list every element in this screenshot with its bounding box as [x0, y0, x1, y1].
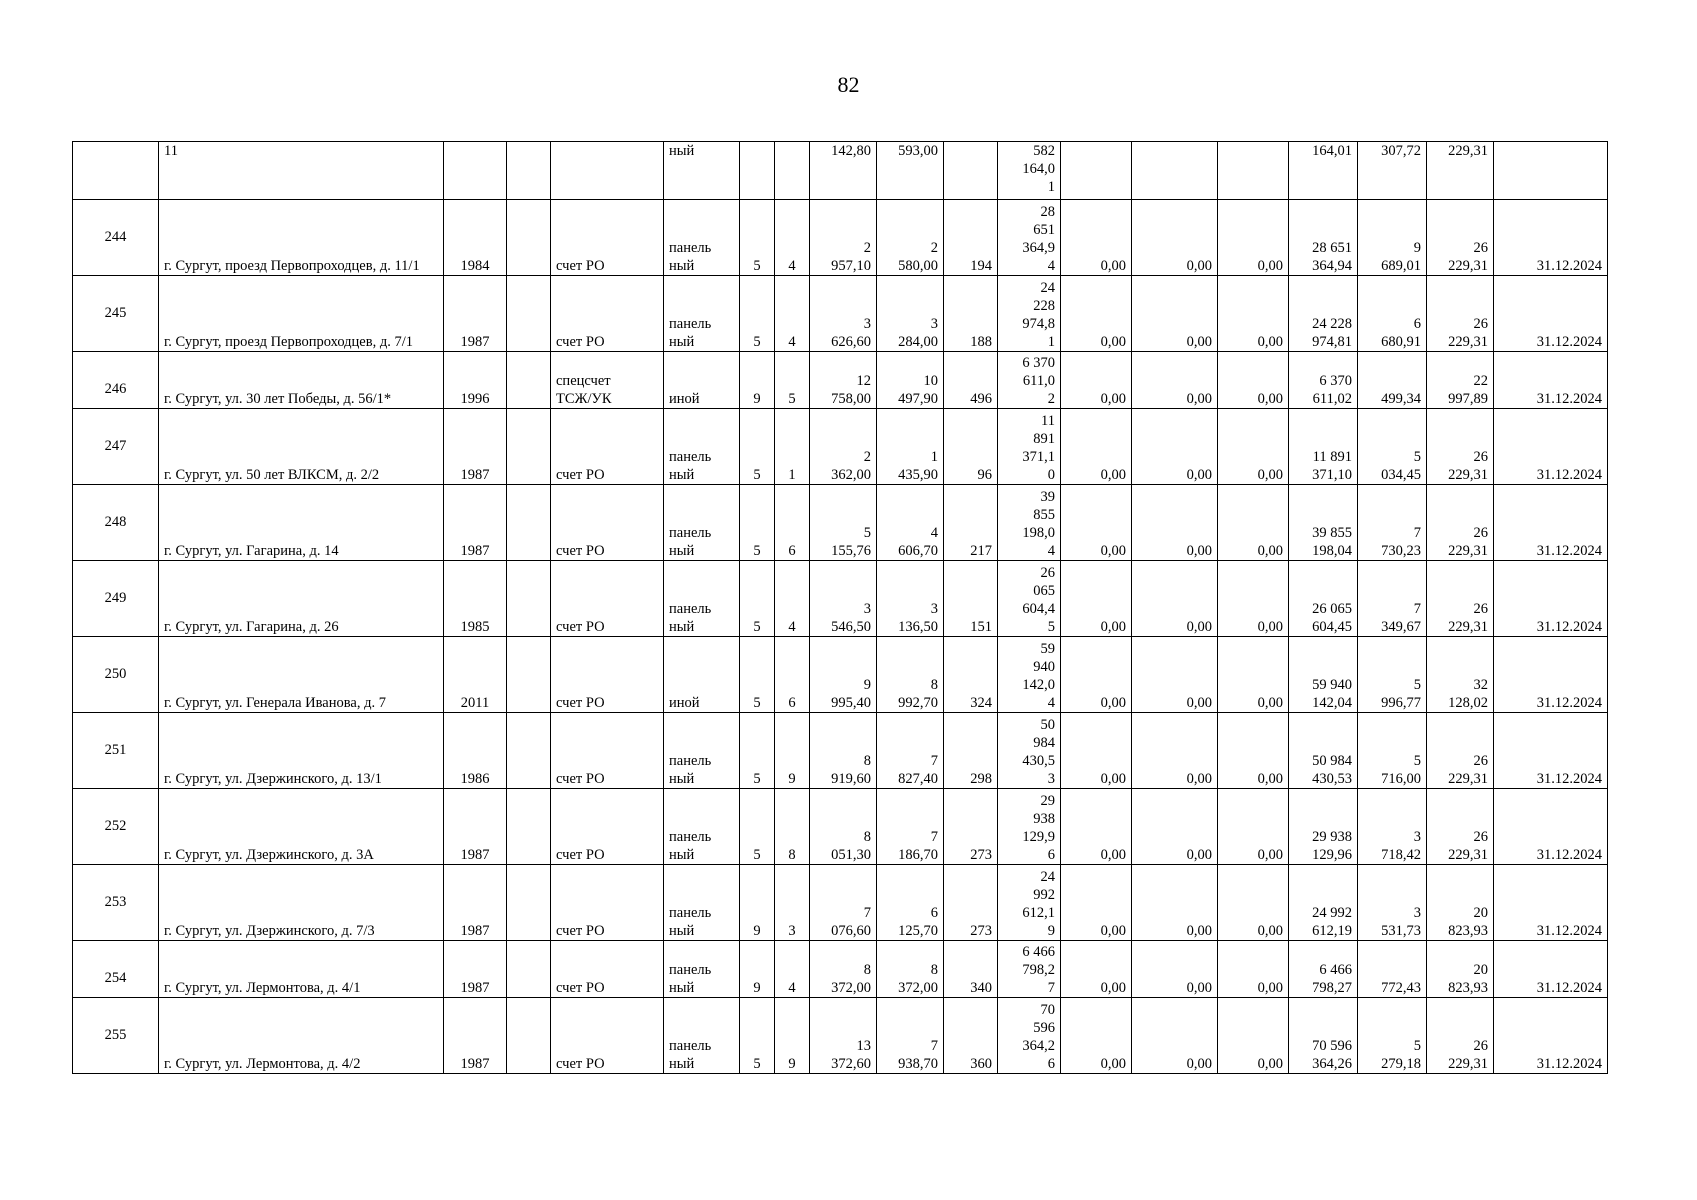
cell-account: счет РО — [551, 485, 664, 561]
cell-address: г. Сургут, ул. 30 лет Победы, д. 56/1* — [159, 352, 444, 409]
table-row — [73, 713, 1608, 789]
cell-cost-total: 39 855 198,0 4 — [998, 485, 1061, 561]
cell-col4 — [507, 998, 551, 1074]
cell-year: 1984 — [444, 200, 507, 276]
cell-area-living: 2 580,00 — [877, 200, 944, 276]
cell-cost-total: 59 940 142,0 4 — [998, 637, 1061, 713]
cell-fund-owners: 39 855 198,04 — [1289, 485, 1358, 561]
cell-col4 — [507, 941, 551, 998]
cell-col4 — [507, 713, 551, 789]
cell-floors: 5 — [740, 713, 775, 789]
cell-limit-per-m2: 26 229,31 — [1427, 561, 1494, 637]
cell-limit-per-m2: 32 128,02 — [1427, 637, 1494, 713]
cell-deadline: 31.12.2024 — [1494, 789, 1608, 865]
cell-floors: 5 — [740, 789, 775, 865]
cell-fund-owners: 6 370 611,02 — [1289, 352, 1358, 409]
cell-residents: 273 — [944, 789, 998, 865]
cell-floors: 5 — [740, 637, 775, 713]
cell-fund-local: 0,00 — [1218, 941, 1289, 998]
cell-entrances: 4 — [775, 941, 810, 998]
cell-fund-regional: 0,00 — [1132, 409, 1218, 485]
cell-no: 245 — [73, 276, 159, 352]
table-row — [73, 998, 1608, 1074]
cell-no: 251 — [73, 713, 159, 789]
table-row — [73, 941, 1608, 998]
cell-residents: 188 — [944, 276, 998, 352]
cell-address: г. Сургут, ул. Дзержинского, д. 13/1 — [159, 713, 444, 789]
cell-cost-total: 11 891 371,1 0 — [998, 409, 1061, 485]
cell-address: г. Сургут, ул. Гагарина, д. 14 — [159, 485, 444, 561]
cell-area-living: 4 606,70 — [877, 485, 944, 561]
cell-cost-total: 582 164,0 1 — [998, 142, 1061, 200]
cell-deadline: 31.12.2024 — [1494, 998, 1608, 1074]
cell-no: 248 — [73, 485, 159, 561]
cell-material: иной — [664, 352, 740, 409]
cell-address: г. Сургут, ул. 50 лет ВЛКСМ, д. 2/2 — [159, 409, 444, 485]
cell-limit-per-m2: 20 823,93 — [1427, 865, 1494, 941]
cell-year: 1996 — [444, 352, 507, 409]
cell-fund-owners: 59 940 142,04 — [1289, 637, 1358, 713]
cell-cost-per-m2: 7 349,67 — [1358, 561, 1427, 637]
cell-cost-per-m2: 5 034,45 — [1358, 409, 1427, 485]
cell-address: г. Сургут, ул. Генерала Иванова, д. 7 — [159, 637, 444, 713]
cell-fund-local: 0,00 — [1218, 485, 1289, 561]
cell-material: панель ный — [664, 276, 740, 352]
repair-program-table — [72, 141, 1608, 1074]
cell-address: г. Сургут, проезд Первопроходцев, д. 11/1 — [159, 200, 444, 276]
cell-no: 250 — [73, 637, 159, 713]
cell-col4 — [507, 865, 551, 941]
cell-account: счет РО — [551, 713, 664, 789]
cell-area-total: 8 051,30 — [810, 789, 877, 865]
table-row — [73, 200, 1608, 276]
cell-fund-federal: 0,00 — [1061, 561, 1132, 637]
cell-fund-regional: 0,00 — [1132, 998, 1218, 1074]
cell-address: г. Сургут, ул. Лермонтова, д. 4/2 — [159, 998, 444, 1074]
cell-fund-federal: 0,00 — [1061, 998, 1132, 1074]
cell-entrances: 6 — [775, 485, 810, 561]
cell-fund-federal: 0,00 — [1061, 637, 1132, 713]
cell-year: 1987 — [444, 485, 507, 561]
cell-fund-regional: 0,00 — [1132, 713, 1218, 789]
cell-fund-local: 0,00 — [1218, 713, 1289, 789]
cell-deadline: 31.12.2024 — [1494, 865, 1608, 941]
cell-deadline: 31.12.2024 — [1494, 713, 1608, 789]
cell-area-total: 142,80 — [810, 142, 877, 200]
cell-cost-per-m2: 3 531,73 — [1358, 865, 1427, 941]
table-row-continued — [73, 142, 1608, 200]
cell-cost-per-m2: 6 680,91 — [1358, 276, 1427, 352]
cell-area-total: 8 919,60 — [810, 713, 877, 789]
cell-col4 — [507, 276, 551, 352]
cell-area-total: 2 957,10 — [810, 200, 877, 276]
cell-fund-local: 0,00 — [1218, 352, 1289, 409]
cell-area-total: 3 546,50 — [810, 561, 877, 637]
cell-no: 252 — [73, 789, 159, 865]
cell-entrances: 8 — [775, 789, 810, 865]
cell-floors — [740, 142, 775, 200]
cell-fund-federal: 0,00 — [1061, 200, 1132, 276]
cell-cost-per-m2: 9 689,01 — [1358, 200, 1427, 276]
cell-account: счет РО — [551, 865, 664, 941]
cell-cost-per-m2: 499,34 — [1358, 352, 1427, 409]
cell-cost-total: 6 466 798,2 7 — [998, 941, 1061, 998]
cell-fund-federal — [1061, 142, 1132, 200]
cell-fund-federal: 0,00 — [1061, 352, 1132, 409]
cell-limit-per-m2: 26 229,31 — [1427, 276, 1494, 352]
cell-account: счет РО — [551, 637, 664, 713]
cell-residents: 217 — [944, 485, 998, 561]
cell-fund-regional: 0,00 — [1132, 200, 1218, 276]
cell-cost-per-m2: 772,43 — [1358, 941, 1427, 998]
cell-no: 255 — [73, 998, 159, 1074]
cell-entrances: 9 — [775, 713, 810, 789]
cell-address: г. Сургут, ул. Лермонтова, д. 4/1 — [159, 941, 444, 998]
cell-entrances: 5 — [775, 352, 810, 409]
cell-year: 1987 — [444, 789, 507, 865]
cell-residents: 340 — [944, 941, 998, 998]
cell-floors: 5 — [740, 561, 775, 637]
cell-no: 244 — [73, 200, 159, 276]
cell-fund-regional: 0,00 — [1132, 485, 1218, 561]
cell-limit-per-m2: 26 229,31 — [1427, 485, 1494, 561]
cell-account: счет РО — [551, 409, 664, 485]
cell-floors: 5 — [740, 200, 775, 276]
cell-material: иной — [664, 637, 740, 713]
cell-material: панель ный — [664, 998, 740, 1074]
cell-limit-per-m2: 22 997,89 — [1427, 352, 1494, 409]
cell-fund-federal: 0,00 — [1061, 276, 1132, 352]
cell-year: 1987 — [444, 865, 507, 941]
cell-entrances: 4 — [775, 276, 810, 352]
cell-account: счет РО — [551, 941, 664, 998]
cell-account: счет РО — [551, 789, 664, 865]
cell-fund-owners: 11 891 371,10 — [1289, 409, 1358, 485]
cell-cost-per-m2: 7 730,23 — [1358, 485, 1427, 561]
cell-fund-regional: 0,00 — [1132, 352, 1218, 409]
cell-fund-local: 0,00 — [1218, 998, 1289, 1074]
cell-cost-per-m2: 307,72 — [1358, 142, 1427, 200]
cell-fund-regional: 0,00 — [1132, 941, 1218, 998]
cell-residents — [944, 142, 998, 200]
table-row — [73, 276, 1608, 352]
cell-year: 2011 — [444, 637, 507, 713]
cell-limit-per-m2: 26 229,31 — [1427, 998, 1494, 1074]
cell-limit-per-m2: 26 229,31 — [1427, 713, 1494, 789]
cell-cost-per-m2: 3 718,42 — [1358, 789, 1427, 865]
table-row — [73, 409, 1608, 485]
cell-fund-owners: 6 466 798,27 — [1289, 941, 1358, 998]
cell-fund-local: 0,00 — [1218, 865, 1289, 941]
cell-floors: 5 — [740, 409, 775, 485]
cell-col4 — [507, 485, 551, 561]
cell-deadline: 31.12.2024 — [1494, 637, 1608, 713]
cell-residents: 194 — [944, 200, 998, 276]
cell-fund-federal: 0,00 — [1061, 789, 1132, 865]
cell-fund-federal: 0,00 — [1061, 713, 1132, 789]
cell-fund-owners: 70 596 364,26 — [1289, 998, 1358, 1074]
cell-no: 249 — [73, 561, 159, 637]
cell-area-total: 13 372,60 — [810, 998, 877, 1074]
cell-fund-regional — [1132, 142, 1218, 200]
cell-deadline: 31.12.2024 — [1494, 941, 1608, 998]
cell-material: панель ный — [664, 485, 740, 561]
cell-limit-per-m2: 20 823,93 — [1427, 941, 1494, 998]
cell-area-living: 7 827,40 — [877, 713, 944, 789]
cell-floors: 5 — [740, 998, 775, 1074]
cell-entrances: 6 — [775, 637, 810, 713]
cell-fund-owners: 26 065 604,45 — [1289, 561, 1358, 637]
cell-col4 — [507, 637, 551, 713]
cell-entrances: 9 — [775, 998, 810, 1074]
cell-material: панель ный — [664, 200, 740, 276]
cell-col4 — [507, 409, 551, 485]
cell-area-total: 7 076,60 — [810, 865, 877, 941]
cell-account: спецсчет ТСЖ/УК — [551, 352, 664, 409]
cell-residents: 151 — [944, 561, 998, 637]
cell-material: панель ный — [664, 713, 740, 789]
cell-area-living: 8 992,70 — [877, 637, 944, 713]
table-row — [73, 865, 1608, 941]
cell-no: 246 — [73, 352, 159, 409]
cell-entrances: 3 — [775, 865, 810, 941]
cell-floors: 9 — [740, 352, 775, 409]
table-row — [73, 789, 1608, 865]
cell-area-living: 8 372,00 — [877, 941, 944, 998]
cell-account: счет РО — [551, 561, 664, 637]
cell-year: 1985 — [444, 561, 507, 637]
cell-fund-regional: 0,00 — [1132, 276, 1218, 352]
cell-fund-owners: 50 984 430,53 — [1289, 713, 1358, 789]
cell-entrances: 4 — [775, 561, 810, 637]
cell-fund-federal: 0,00 — [1061, 865, 1132, 941]
cell-address: 11 — [159, 142, 444, 200]
cell-area-living: 3 136,50 — [877, 561, 944, 637]
cell-area-living: 6 125,70 — [877, 865, 944, 941]
cell-year: 1986 — [444, 713, 507, 789]
cell-area-total: 9 995,40 — [810, 637, 877, 713]
cell-floors: 5 — [740, 276, 775, 352]
cell-address: г. Сургут, проезд Первопроходцев, д. 7/1 — [159, 276, 444, 352]
cell-residents: 496 — [944, 352, 998, 409]
table-row — [73, 485, 1608, 561]
cell-fund-local: 0,00 — [1218, 637, 1289, 713]
cell-col4 — [507, 561, 551, 637]
cell-deadline: 31.12.2024 — [1494, 352, 1608, 409]
cell-fund-owners: 29 938 129,96 — [1289, 789, 1358, 865]
page-number: 82 — [837, 72, 860, 97]
cell-cost-total: 70 596 364,2 6 — [998, 998, 1061, 1074]
cell-deadline: 31.12.2024 — [1494, 200, 1608, 276]
cell-col4 — [507, 200, 551, 276]
cell-area-living: 7 938,70 — [877, 998, 944, 1074]
cell-deadline: 31.12.2024 — [1494, 276, 1608, 352]
cell-fund-regional: 0,00 — [1132, 561, 1218, 637]
cell-account: счет РО — [551, 276, 664, 352]
cell-area-living: 593,00 — [877, 142, 944, 200]
cell-area-living: 10 497,90 — [877, 352, 944, 409]
table-body — [73, 142, 1608, 1074]
cell-fund-owners: 164,01 — [1289, 142, 1358, 200]
table-row — [73, 561, 1608, 637]
cell-residents: 273 — [944, 865, 998, 941]
cell-material: панель ный — [664, 941, 740, 998]
cell-fund-regional: 0,00 — [1132, 865, 1218, 941]
cell-limit-per-m2: 26 229,31 — [1427, 409, 1494, 485]
cell-fund-local: 0,00 — [1218, 409, 1289, 485]
cell-account: счет РО — [551, 998, 664, 1074]
cell-deadline: 31.12.2024 — [1494, 409, 1608, 485]
cell-area-total: 8 372,00 — [810, 941, 877, 998]
cell-entrances — [775, 142, 810, 200]
cell-residents: 298 — [944, 713, 998, 789]
cell-deadline: 31.12.2024 — [1494, 485, 1608, 561]
cell-account — [551, 142, 664, 200]
cell-fund-local: 0,00 — [1218, 789, 1289, 865]
cell-fund-local: 0,00 — [1218, 276, 1289, 352]
cell-cost-total: 26 065 604,4 5 — [998, 561, 1061, 637]
cell-deadline — [1494, 142, 1608, 200]
cell-no — [73, 142, 159, 200]
cell-year: 1987 — [444, 998, 507, 1074]
cell-fund-owners: 28 651 364,94 — [1289, 200, 1358, 276]
cell-cost-total: 24 228 974,8 1 — [998, 276, 1061, 352]
cell-year: 1987 — [444, 276, 507, 352]
cell-limit-per-m2: 26 229,31 — [1427, 200, 1494, 276]
cell-fund-federal: 0,00 — [1061, 485, 1132, 561]
cell-area-total: 5 155,76 — [810, 485, 877, 561]
cell-cost-total: 28 651 364,9 4 — [998, 200, 1061, 276]
cell-fund-regional: 0,00 — [1132, 637, 1218, 713]
cell-fund-local: 0,00 — [1218, 561, 1289, 637]
cell-area-total: 2 362,00 — [810, 409, 877, 485]
cell-year: 1987 — [444, 941, 507, 998]
cell-deadline: 31.12.2024 — [1494, 561, 1608, 637]
cell-cost-per-m2: 5 279,18 — [1358, 998, 1427, 1074]
cell-fund-regional: 0,00 — [1132, 789, 1218, 865]
cell-cost-total: 24 992 612,1 9 — [998, 865, 1061, 941]
table-row — [73, 637, 1608, 713]
cell-fund-federal: 0,00 — [1061, 941, 1132, 998]
cell-material: ный — [664, 142, 740, 200]
cell-limit-per-m2: 229,31 — [1427, 142, 1494, 200]
cell-no: 247 — [73, 409, 159, 485]
cell-year: 1987 — [444, 409, 507, 485]
cell-residents: 96 — [944, 409, 998, 485]
cell-area-living: 1 435,90 — [877, 409, 944, 485]
cell-area-total: 3 626,60 — [810, 276, 877, 352]
cell-material: панель ный — [664, 409, 740, 485]
cell-area-living: 3 284,00 — [877, 276, 944, 352]
cell-fund-owners: 24 228 974,81 — [1289, 276, 1358, 352]
cell-account: счет РО — [551, 200, 664, 276]
cell-address: г. Сургут, ул. Дзержинского, д. 3А — [159, 789, 444, 865]
cell-col4 — [507, 142, 551, 200]
cell-entrances: 4 — [775, 200, 810, 276]
cell-cost-per-m2: 5 716,00 — [1358, 713, 1427, 789]
cell-floors: 9 — [740, 941, 775, 998]
cell-residents: 360 — [944, 998, 998, 1074]
cell-fund-owners: 24 992 612,19 — [1289, 865, 1358, 941]
cell-no: 254 — [73, 941, 159, 998]
cell-cost-per-m2: 5 996,77 — [1358, 637, 1427, 713]
cell-area-total: 12 758,00 — [810, 352, 877, 409]
cell-material: панель ный — [664, 865, 740, 941]
cell-year — [444, 142, 507, 200]
cell-residents: 324 — [944, 637, 998, 713]
cell-col4 — [507, 352, 551, 409]
cell-no: 253 — [73, 865, 159, 941]
cell-address: г. Сургут, ул. Гагарина, д. 26 — [159, 561, 444, 637]
cell-entrances: 1 — [775, 409, 810, 485]
cell-fund-local: 0,00 — [1218, 200, 1289, 276]
cell-area-living: 7 186,70 — [877, 789, 944, 865]
cell-floors: 9 — [740, 865, 775, 941]
cell-cost-total: 50 984 430,5 3 — [998, 713, 1061, 789]
cell-cost-total: 6 370 611,0 2 — [998, 352, 1061, 409]
cell-limit-per-m2: 26 229,31 — [1427, 789, 1494, 865]
table-row — [73, 352, 1608, 409]
cell-floors: 5 — [740, 485, 775, 561]
cell-fund-local — [1218, 142, 1289, 200]
cell-col4 — [507, 789, 551, 865]
cell-material: панель ный — [664, 561, 740, 637]
cell-fund-federal: 0,00 — [1061, 409, 1132, 485]
cell-address: г. Сургут, ул. Дзержинского, д. 7/3 — [159, 865, 444, 941]
cell-cost-total: 29 938 129,9 6 — [998, 789, 1061, 865]
cell-material: панель ный — [664, 789, 740, 865]
